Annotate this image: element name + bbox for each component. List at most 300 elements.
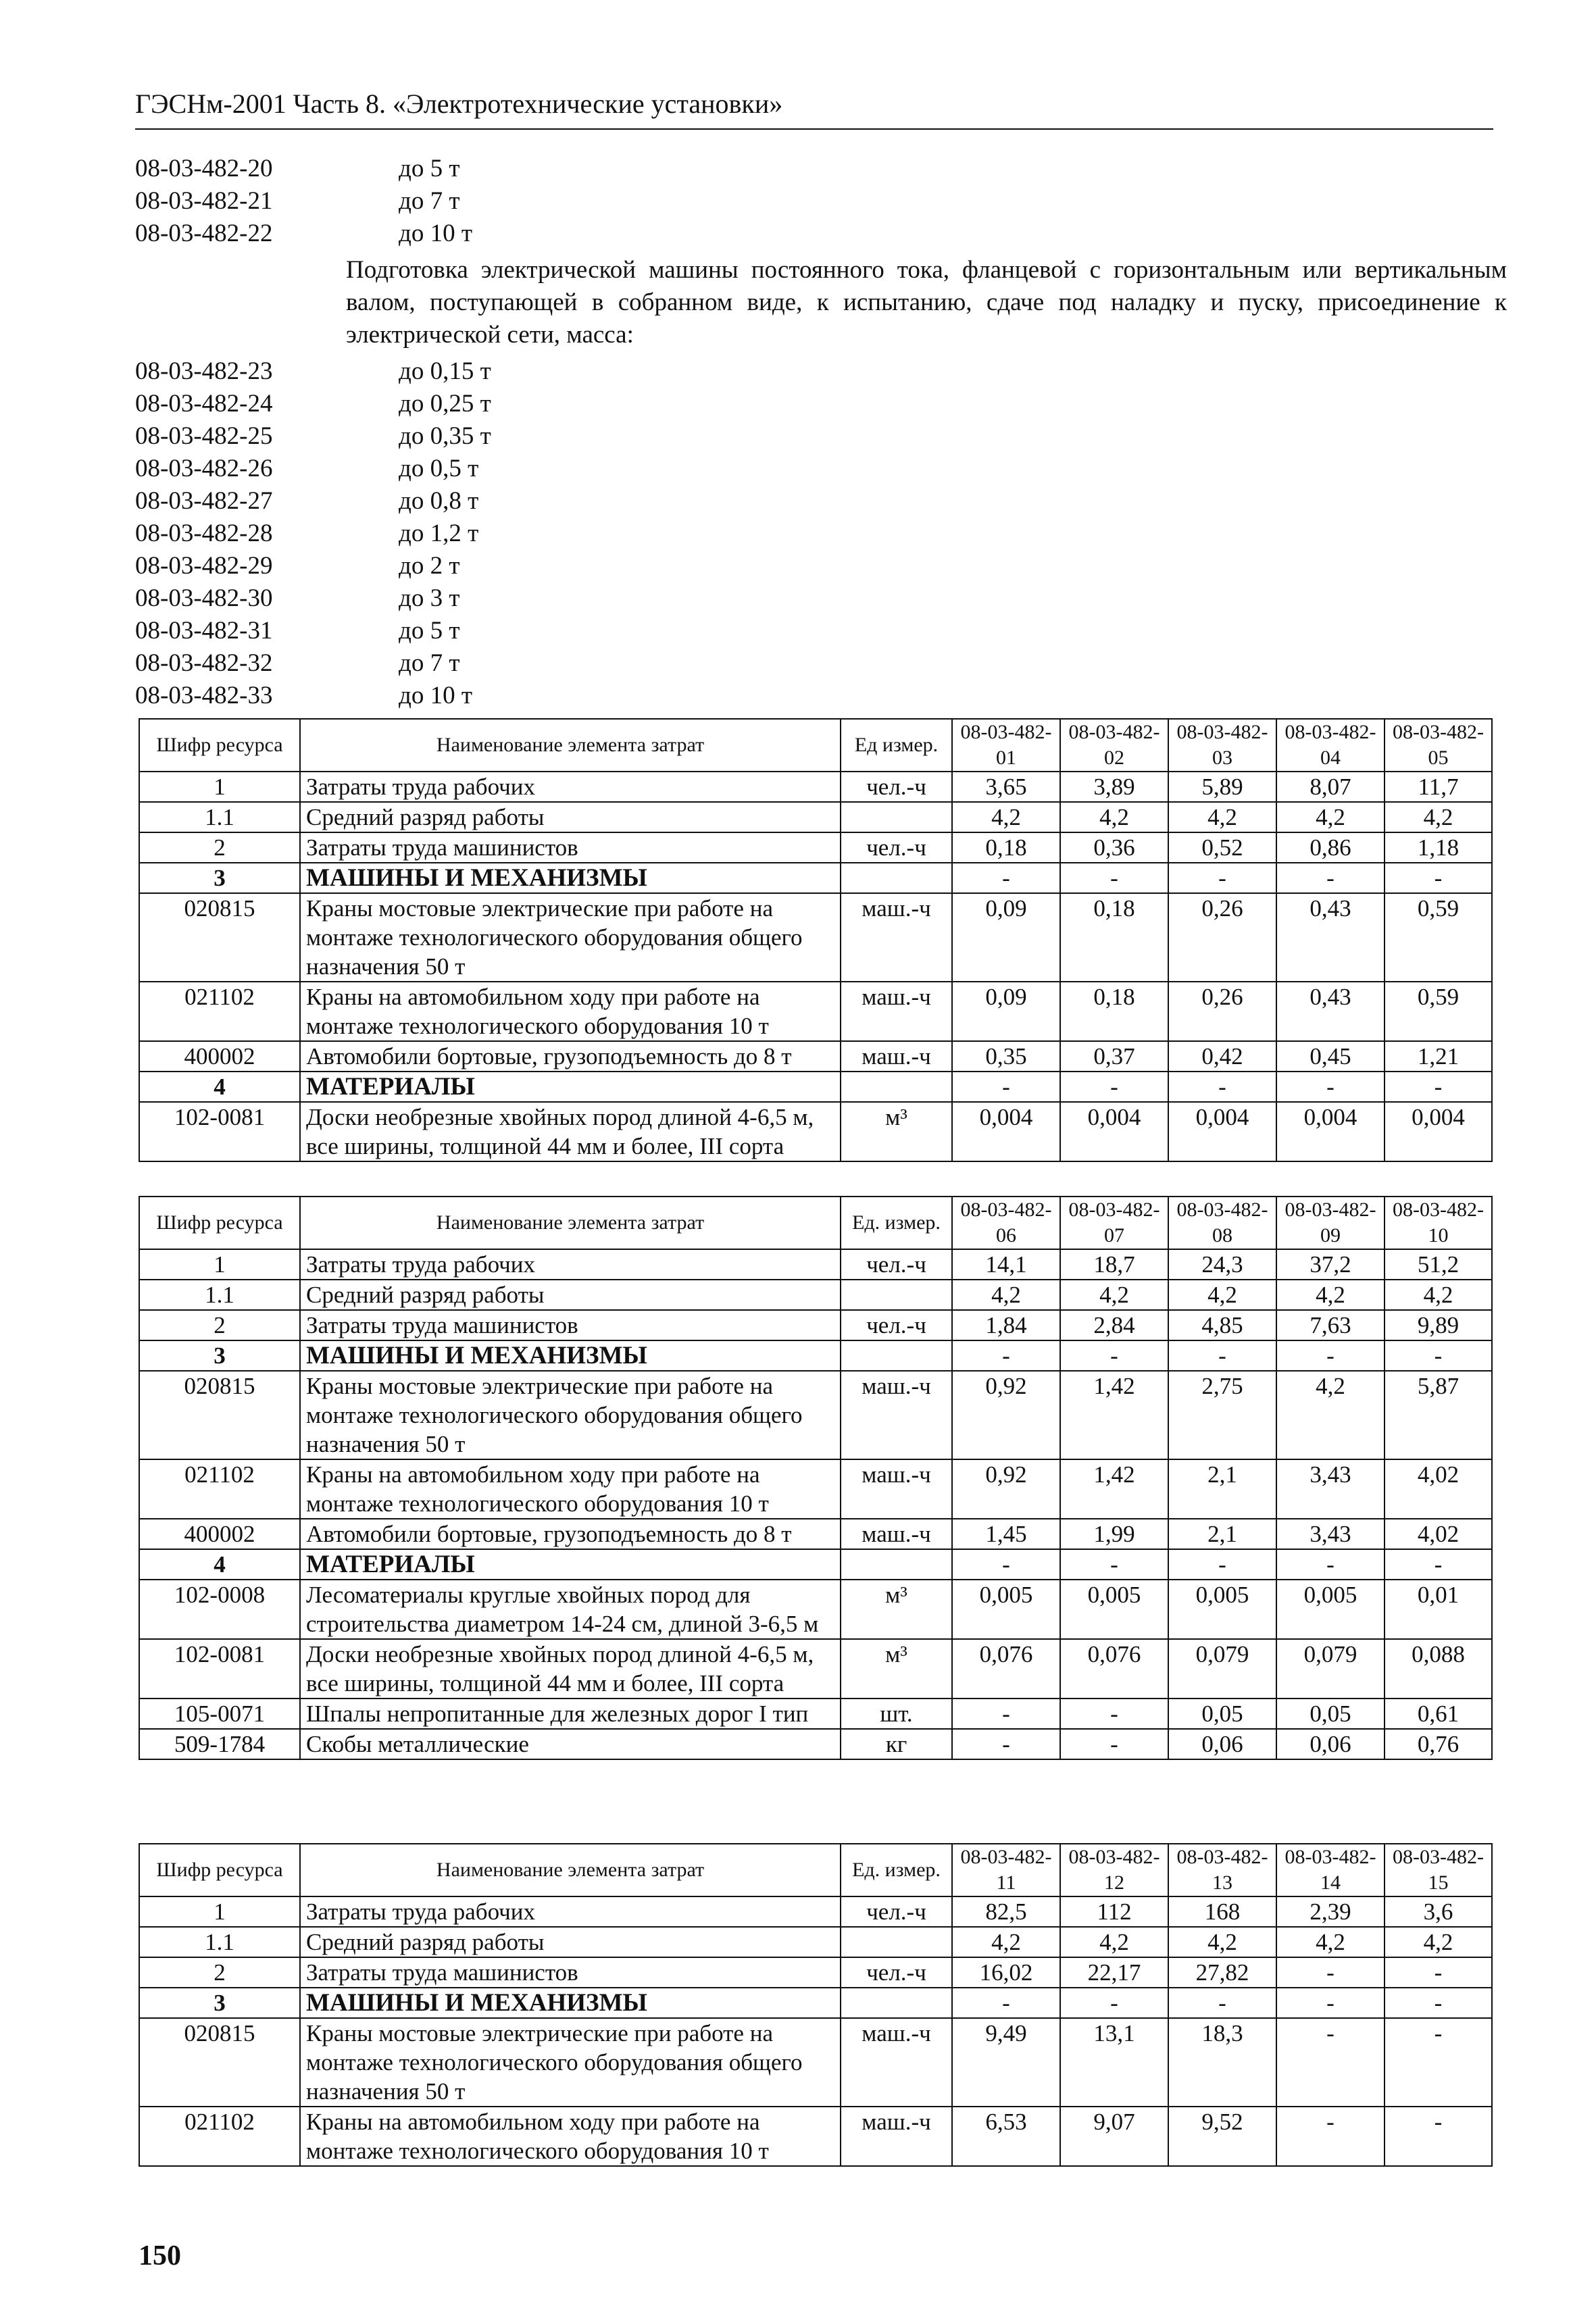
value-cell: 4,2	[1276, 1371, 1385, 1459]
section-row	[139, 1340, 1492, 1371]
estimate-code: 08-03-482-31	[135, 617, 273, 645]
table-row	[139, 832, 1492, 863]
table-row	[139, 772, 1492, 802]
unit: м³	[841, 1639, 952, 1699]
value-cell: -	[1385, 1072, 1492, 1102]
table-row	[139, 1249, 1492, 1280]
code-list-bottom	[135, 355, 1507, 712]
table-row	[139, 1729, 1492, 1759]
resource-code: 1.1	[139, 1927, 300, 1957]
value-cell: 1,42	[1060, 1371, 1168, 1459]
header-resource-code: Шифр ресурса	[139, 719, 300, 772]
value-cell: 22,17	[1060, 1957, 1168, 1988]
table-row	[139, 1957, 1492, 1988]
header-estimate-column: 08-03-482-04	[1276, 719, 1385, 772]
value-cell: 0,005	[952, 1580, 1060, 1639]
header-resource-code: Шифр ресурса	[139, 1197, 300, 1249]
code-list-item	[135, 582, 1507, 615]
resource-code: 102-0081	[139, 1102, 300, 1161]
resource-code: 1	[139, 1249, 300, 1280]
unit: маш.-ч	[841, 1041, 952, 1072]
header-cost-name: Наименование элемента затрат	[300, 1197, 841, 1249]
header-estimate-column: 08-03-482-11	[952, 1844, 1060, 1896]
code-list-item	[135, 453, 1507, 485]
value-cell: -	[1060, 1988, 1168, 2018]
code-list	[135, 153, 1507, 712]
unit	[841, 1072, 952, 1102]
table-row	[139, 1041, 1492, 1072]
table-row	[139, 1280, 1492, 1310]
resource-code: 105-0071	[139, 1699, 300, 1729]
value-cell: 0,26	[1168, 982, 1276, 1041]
cost-name: Краны на автомобильном ходу при работе на монтаже технологического оборудования 10 т	[300, 2107, 841, 2166]
cost-name: Скобы металлические	[300, 1729, 841, 1759]
value-cell: 6,53	[952, 2107, 1060, 2166]
value-cell: -	[1060, 1729, 1168, 1759]
value-cell: 0,09	[952, 982, 1060, 1041]
value-cell: 1,99	[1060, 1519, 1168, 1549]
value-cell: 0,06	[1168, 1729, 1276, 1759]
cost-name: МАТЕРИАЛЫ	[300, 1549, 841, 1580]
header-estimate-column: 08-03-482-12	[1060, 1844, 1168, 1896]
value-cell: -	[1276, 1072, 1385, 1102]
value-cell: 0,004	[1168, 1102, 1276, 1161]
cost-name: Затраты труда рабочих	[300, 772, 841, 802]
value-cell: 3,89	[1060, 772, 1168, 802]
code-list-item	[135, 485, 1507, 518]
resource-code: 400002	[139, 1519, 300, 1549]
cost-name: Затраты труда рабочих	[300, 1896, 841, 1927]
unit: маш.-ч	[841, 2018, 952, 2107]
value-cell: 2,39	[1276, 1896, 1385, 1927]
resource-code: 020815	[139, 1371, 300, 1459]
value-cell: -	[1385, 2018, 1492, 2107]
estimate-code: 08-03-482-25	[135, 422, 273, 450]
value-cell: -	[1060, 1549, 1168, 1580]
unit: м³	[841, 1580, 952, 1639]
value-cell: 0,005	[1168, 1580, 1276, 1639]
value-cell: 4,02	[1385, 1519, 1492, 1549]
unit	[841, 1340, 952, 1371]
mass-limit: до 0,15 т	[399, 357, 491, 385]
cost-name: Краны на автомобильном ходу при работе на монтаже технологического оборудования 10 т	[300, 1459, 841, 1519]
value-cell: 4,02	[1385, 1459, 1492, 1519]
value-cell: 0,42	[1168, 1041, 1276, 1072]
value-cell: -	[1060, 863, 1168, 893]
table-row	[139, 1699, 1492, 1729]
code-list-item	[135, 153, 1507, 185]
value-cell: 7,63	[1276, 1310, 1385, 1340]
value-cell: 0,92	[952, 1371, 1060, 1459]
code-list-item	[135, 615, 1507, 647]
value-cell: -	[952, 1729, 1060, 1759]
header-estimate-column: 08-03-482-07	[1060, 1197, 1168, 1249]
value-cell: 0,37	[1060, 1041, 1168, 1072]
value-cell: 0,45	[1276, 1041, 1385, 1072]
code-list-item	[135, 218, 1507, 250]
unit	[841, 802, 952, 832]
header-estimate-column: 08-03-482-15	[1385, 1844, 1492, 1896]
resource-code: 1	[139, 772, 300, 802]
header-resource-code: Шифр ресурса	[139, 1844, 300, 1896]
unit: маш.-ч	[841, 1371, 952, 1459]
value-cell: -	[952, 1988, 1060, 2018]
value-cell: 1,42	[1060, 1459, 1168, 1519]
cost-name: Средний разряд работы	[300, 802, 841, 832]
resource-code: 021102	[139, 2107, 300, 2166]
value-cell: 4,2	[1276, 1927, 1385, 1957]
unit: чел.-ч	[841, 1896, 952, 1927]
table-row	[139, 982, 1492, 1041]
unit	[841, 1927, 952, 1957]
code-list-top	[135, 153, 1507, 250]
unit	[841, 863, 952, 893]
value-cell: 0,005	[1276, 1580, 1385, 1639]
value-cell: 1,45	[952, 1519, 1060, 1549]
value-cell: 18,3	[1168, 2018, 1276, 2107]
value-cell: 9,52	[1168, 2107, 1276, 2166]
value-cell: 24,3	[1168, 1249, 1276, 1280]
unit: чел.-ч	[841, 772, 952, 802]
mass-limit: до 10 т	[399, 682, 472, 709]
value-cell: 0,43	[1276, 982, 1385, 1041]
code-list-item	[135, 355, 1507, 388]
value-cell: -	[1276, 1957, 1385, 1988]
value-cell: -	[1385, 1549, 1492, 1580]
value-cell: 51,2	[1385, 1249, 1492, 1280]
value-cell: -	[952, 1699, 1060, 1729]
header-cost-name: Наименование элемента затрат	[300, 719, 841, 772]
unit: кг	[841, 1729, 952, 1759]
cost-name: Затраты труда машинистов	[300, 832, 841, 863]
resource-code: 102-0081	[139, 1639, 300, 1699]
value-cell: 0,004	[1385, 1102, 1492, 1161]
resource-code: 3	[139, 1988, 300, 2018]
cost-name: Краны мостовые электрические при работе на монтаже технологического оборудования общего назначения 50 т	[300, 893, 841, 982]
value-cell: 0,59	[1385, 982, 1492, 1041]
value-cell: -	[1168, 1549, 1276, 1580]
code-list-item	[135, 647, 1507, 680]
unit: маш.-ч	[841, 1459, 952, 1519]
value-cell: 0,09	[952, 893, 1060, 982]
code-list-item	[135, 518, 1507, 550]
value-cell: -	[1385, 1988, 1492, 2018]
value-cell: 4,2	[952, 1927, 1060, 1957]
value-cell: -	[952, 863, 1060, 893]
value-cell: -	[1168, 1072, 1276, 1102]
header-estimate-column: 08-03-482-09	[1276, 1197, 1385, 1249]
resource-code: 4	[139, 1549, 300, 1580]
value-cell: 0,076	[952, 1639, 1060, 1699]
value-cell: -	[1168, 1340, 1276, 1371]
value-cell: 4,2	[1276, 802, 1385, 832]
value-cell: -	[952, 1549, 1060, 1580]
value-cell: 5,89	[1168, 772, 1276, 802]
value-cell: -	[1060, 1072, 1168, 1102]
resource-code: 2	[139, 1310, 300, 1340]
value-cell: 0,005	[1060, 1580, 1168, 1639]
value-cell: -	[1385, 1340, 1492, 1371]
value-cell: 9,89	[1385, 1310, 1492, 1340]
header-estimate-column: 08-03-482-02	[1060, 719, 1168, 772]
value-cell: -	[1276, 2107, 1385, 2166]
unit: м³	[841, 1102, 952, 1161]
table-row	[139, 2018, 1492, 2107]
value-cell: 0,079	[1276, 1639, 1385, 1699]
cost-name: МАТЕРИАЛЫ	[300, 1072, 841, 1102]
value-cell: 0,004	[952, 1102, 1060, 1161]
value-cell: 4,2	[1060, 802, 1168, 832]
value-cell: 82,5	[952, 1896, 1060, 1927]
mass-limit: до 1,2 т	[399, 520, 479, 547]
value-cell: 4,2	[1060, 1280, 1168, 1310]
value-cell: 2,1	[1168, 1459, 1276, 1519]
table-row	[139, 1580, 1492, 1639]
value-cell: 0,36	[1060, 832, 1168, 863]
value-cell: 0,05	[1276, 1699, 1385, 1729]
cost-name: Шпалы непропитанные для железных дорог I тип	[300, 1699, 841, 1729]
value-cell: 0,61	[1385, 1699, 1492, 1729]
value-cell: -	[1276, 1549, 1385, 1580]
cost-name: Средний разряд работы	[300, 1280, 841, 1310]
value-cell: 11,7	[1385, 772, 1492, 802]
value-cell: 37,2	[1276, 1249, 1385, 1280]
value-cell: -	[1276, 1340, 1385, 1371]
work-description: Подготовка электрической машины постоянного тока, фланцевой с горизонтальным или вертикальным валом, поступающей в собранном виде, к испытанию, сдаче под наладку и пуску, присоединение к электрической сети, масса:	[346, 256, 1507, 349]
cost-name: Затраты труда машинистов	[300, 1957, 841, 1988]
header-estimate-column: 08-03-482-13	[1168, 1844, 1276, 1896]
mass-limit: до 3 т	[399, 584, 460, 612]
value-cell: 4,2	[1168, 802, 1276, 832]
table-header-row	[139, 1197, 1492, 1249]
table-header-row	[139, 1844, 1492, 1896]
code-list-item	[135, 680, 1507, 712]
section-row	[139, 1072, 1492, 1102]
header-estimate-column: 08-03-482-14	[1276, 1844, 1385, 1896]
resource-code: 4	[139, 1072, 300, 1102]
value-cell: 0,079	[1168, 1639, 1276, 1699]
header-estimate-column: 08-03-482-05	[1385, 719, 1492, 772]
cost-name: Затраты труда рабочих	[300, 1249, 841, 1280]
estimate-code: 08-03-482-26	[135, 455, 273, 482]
page-number: 150	[139, 2240, 181, 2271]
estimate-code: 08-03-482-33	[135, 682, 273, 709]
unit: маш.-ч	[841, 1519, 952, 1549]
value-cell: -	[1385, 1957, 1492, 1988]
cost-name: Лесоматериалы круглые хвойных пород для строительства диаметром 14-24 см, длиной 3-6,5 м	[300, 1580, 841, 1639]
mass-limit: до 0,25 т	[399, 390, 491, 418]
unit	[841, 1988, 952, 2018]
cost-name: Затраты труда машинистов	[300, 1310, 841, 1340]
resource-table-3	[139, 1843, 1493, 2167]
mass-limit: до 5 т	[399, 617, 460, 645]
value-cell: 14,1	[952, 1249, 1060, 1280]
unit: чел.-ч	[841, 1957, 952, 1988]
cost-name: МАШИНЫ И МЕХАНИЗМЫ	[300, 1988, 841, 2018]
header-estimate-column: 08-03-482-08	[1168, 1197, 1276, 1249]
resource-code: 020815	[139, 893, 300, 982]
value-cell: 4,2	[1276, 1280, 1385, 1310]
value-cell: 5,87	[1385, 1371, 1492, 1459]
resource-code: 1.1	[139, 1280, 300, 1310]
value-cell: 4,2	[1385, 1927, 1492, 1957]
value-cell: 16,02	[952, 1957, 1060, 1988]
unit: маш.-ч	[841, 2107, 952, 2166]
value-cell: 0,18	[1060, 893, 1168, 982]
cost-name: Средний разряд работы	[300, 1927, 841, 1957]
unit	[841, 1280, 952, 1310]
unit: чел.-ч	[841, 1310, 952, 1340]
mass-limit: до 5 т	[399, 155, 460, 182]
mass-limit: до 2 т	[399, 552, 460, 580]
estimate-code: 08-03-482-32	[135, 649, 273, 677]
value-cell: 3,65	[952, 772, 1060, 802]
resource-code: 021102	[139, 982, 300, 1041]
cost-name: Краны мостовые электрические при работе на монтаже технологического оборудования общего назначения 50 т	[300, 2018, 841, 2107]
mass-limit: до 7 т	[399, 649, 460, 677]
code-list-item	[135, 185, 1507, 218]
value-cell: 4,2	[1168, 1927, 1276, 1957]
unit: шт.	[841, 1699, 952, 1729]
header-unit: Ед. измер.	[841, 1844, 952, 1896]
table-row	[139, 1639, 1492, 1699]
value-cell: 0,004	[1060, 1102, 1168, 1161]
resource-code: 2	[139, 832, 300, 863]
value-cell: -	[1168, 1988, 1276, 2018]
value-cell: 168	[1168, 1896, 1276, 1927]
table-header-row	[139, 719, 1492, 772]
table-row	[139, 1371, 1492, 1459]
value-cell: 1,84	[952, 1310, 1060, 1340]
table-row	[139, 1896, 1492, 1927]
estimate-code: 08-03-482-21	[135, 187, 273, 215]
header-estimate-column: 08-03-482-03	[1168, 719, 1276, 772]
section-row	[139, 863, 1492, 893]
unit: маш.-ч	[841, 893, 952, 982]
section-row	[139, 1988, 1492, 2018]
value-cell: -	[1276, 863, 1385, 893]
resource-code: 400002	[139, 1041, 300, 1072]
estimate-code: 08-03-482-30	[135, 584, 273, 612]
value-cell: 0,18	[952, 832, 1060, 863]
value-cell: 112	[1060, 1896, 1168, 1927]
value-cell: 1,21	[1385, 1041, 1492, 1072]
value-cell: 0,06	[1276, 1729, 1385, 1759]
cost-name: Автомобили бортовые, грузоподъемность до 8 т	[300, 1041, 841, 1072]
value-cell: 3,43	[1276, 1459, 1385, 1519]
value-cell: 0,05	[1168, 1699, 1276, 1729]
resource-code: 3	[139, 863, 300, 893]
table-row	[139, 1927, 1492, 1957]
estimate-code: 08-03-482-20	[135, 155, 273, 182]
mass-limit: до 0,8 т	[399, 487, 479, 515]
table-row	[139, 1102, 1492, 1161]
value-cell: 3,43	[1276, 1519, 1385, 1549]
value-cell: -	[1276, 2018, 1385, 2107]
table-row	[139, 1519, 1492, 1549]
mass-limit: до 0,35 т	[399, 422, 491, 450]
mass-limit: до 7 т	[399, 187, 460, 215]
value-cell: 0,43	[1276, 893, 1385, 982]
section-row	[139, 1549, 1492, 1580]
estimate-code: 08-03-482-28	[135, 520, 273, 547]
value-cell: 18,7	[1060, 1249, 1168, 1280]
resource-code: 021102	[139, 1459, 300, 1519]
value-cell: 9,49	[952, 2018, 1060, 2107]
value-cell: -	[1385, 2107, 1492, 2166]
header-unit: Ед измер.	[841, 719, 952, 772]
cost-name: Краны на автомобильном ходу при работе на монтаже технологического оборудования 10 т	[300, 982, 841, 1041]
cost-name: Краны мостовые электрические при работе на монтаже технологического оборудования общего назначения 50 т	[300, 1371, 841, 1459]
value-cell: -	[952, 1340, 1060, 1371]
resource-code: 2	[139, 1957, 300, 1988]
header-cost-name: Наименование элемента затрат	[300, 1844, 841, 1896]
value-cell: 4,2	[952, 802, 1060, 832]
resource-code: 102-0008	[139, 1580, 300, 1639]
value-cell: 27,82	[1168, 1957, 1276, 1988]
value-cell: 0,26	[1168, 893, 1276, 982]
table-row	[139, 893, 1492, 982]
value-cell: 2,1	[1168, 1519, 1276, 1549]
unit: чел.-ч	[841, 1249, 952, 1280]
code-list-item	[135, 420, 1507, 453]
resource-table-2	[139, 1196, 1493, 1760]
cost-name: Автомобили бортовые, грузоподъемность до 8 т	[300, 1519, 841, 1549]
value-cell: 0,076	[1060, 1639, 1168, 1699]
table-row	[139, 802, 1492, 832]
value-cell: 0,59	[1385, 893, 1492, 982]
estimate-code: 08-03-482-22	[135, 220, 273, 247]
value-cell: 4,2	[1168, 1280, 1276, 1310]
mass-limit: до 10 т	[399, 220, 472, 247]
value-cell: 2,75	[1168, 1371, 1276, 1459]
value-cell: 0,92	[952, 1459, 1060, 1519]
value-cell: 1,18	[1385, 832, 1492, 863]
estimate-code: 08-03-482-27	[135, 487, 273, 515]
value-cell: -	[1168, 863, 1276, 893]
page-header	[135, 86, 1493, 130]
value-cell: 0,35	[952, 1041, 1060, 1072]
code-list-item	[135, 550, 1507, 582]
unit	[841, 1549, 952, 1580]
cost-name: Доски необрезные хвойных пород длиной 4-6,5 м, все ширины, толщиной 44 мм и более, III сорта	[300, 1639, 841, 1699]
value-cell: 4,2	[1060, 1927, 1168, 1957]
resource-table-1	[139, 718, 1493, 1162]
value-cell: 3,6	[1385, 1896, 1492, 1927]
header-estimate-column: 08-03-482-06	[952, 1197, 1060, 1249]
table-row	[139, 1310, 1492, 1340]
value-cell: 13,1	[1060, 2018, 1168, 2107]
header-estimate-column: 08-03-482-10	[1385, 1197, 1492, 1249]
resource-code: 020815	[139, 2018, 300, 2107]
value-cell: 9,07	[1060, 2107, 1168, 2166]
resource-code: 3	[139, 1340, 300, 1371]
cost-name: Доски необрезные хвойных пород длиной 4-6,5 м, все ширины, толщиной 44 мм и более, III сорта	[300, 1102, 841, 1161]
value-cell: -	[1385, 863, 1492, 893]
value-cell: -	[1060, 1340, 1168, 1371]
value-cell: 0,76	[1385, 1729, 1492, 1759]
value-cell: 0,18	[1060, 982, 1168, 1041]
value-cell: 4,2	[1385, 1280, 1492, 1310]
value-cell: 4,85	[1168, 1310, 1276, 1340]
value-cell: 2,84	[1060, 1310, 1168, 1340]
cost-name: МАШИНЫ И МЕХАНИЗМЫ	[300, 1340, 841, 1371]
cost-name: МАШИНЫ И МЕХАНИЗМЫ	[300, 863, 841, 893]
value-cell: -	[952, 1072, 1060, 1102]
value-cell: 0,52	[1168, 832, 1276, 863]
value-cell: 0,088	[1385, 1639, 1492, 1699]
value-cell: 8,07	[1276, 772, 1385, 802]
